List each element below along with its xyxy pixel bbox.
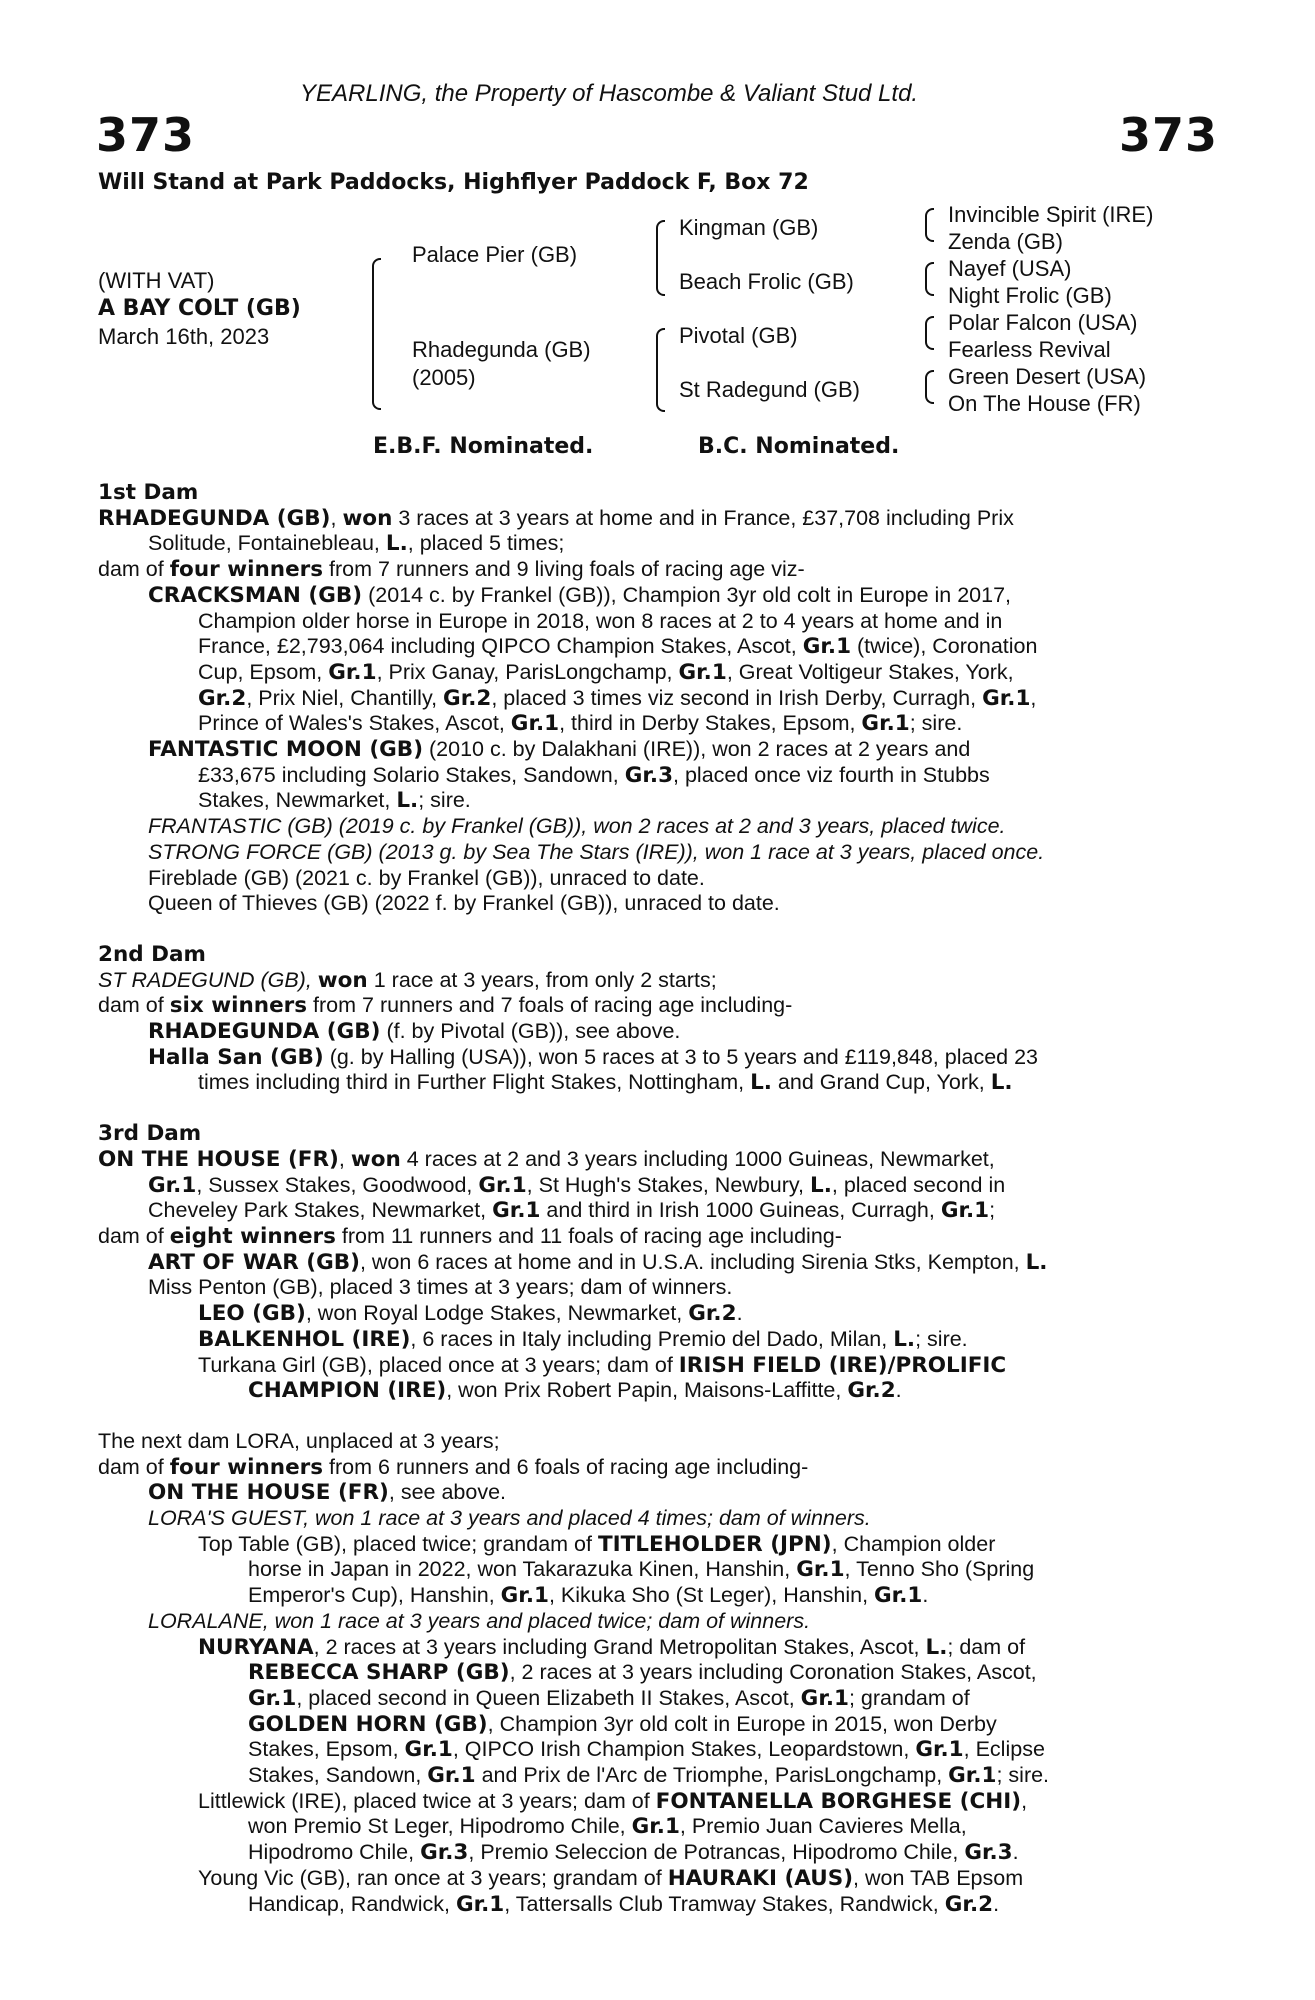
emphasis-text: L. <box>396 788 419 814</box>
emphasis-text: Gr.1 <box>800 1685 849 1711</box>
emphasis-text: Gr.1 <box>940 1198 990 1224</box>
dam1-progeny-line <box>98 891 1208 917</box>
text-run: won Premio St Leger, Hipodromo Chile, <box>248 1814 632 1839</box>
text-run: ; <box>989 1198 996 1223</box>
pedigree-bracket-g34 <box>925 262 934 296</box>
emphasis-text: RHADEGUNDA (GB) <box>98 505 331 531</box>
emphasis-text: Gr.1 <box>861 711 910 737</box>
text-run: , St Hugh's Stakes, Newbury, <box>526 1172 810 1197</box>
next-progeny-line <box>98 1712 1208 1738</box>
dam3-line <box>98 1147 1208 1173</box>
dam3-line <box>98 1198 1208 1224</box>
text-run: , Premio Seleccion de Potrancas, Hipodromo Chile, <box>468 1840 965 1865</box>
emphasis-text: Gr.1 <box>148 1172 197 1198</box>
text-run: Turkana Girl (GB), placed once at 3 years; dam of <box>198 1352 679 1377</box>
text-run: (twice), Coronation <box>851 634 1038 659</box>
text-run: , Prix Niel, Chantilly, <box>246 685 444 710</box>
dam3-progeny-line <box>98 1353 1208 1379</box>
dam3-progeny-line <box>98 1378 1208 1404</box>
text-run: Prince of Wales's Stakes, Ascot, <box>198 711 511 736</box>
text-run: Stakes, Sandown, <box>248 1763 428 1788</box>
dam1-heading: 1st Dam <box>98 480 199 505</box>
emphasis-text: NURYANA <box>198 1634 314 1660</box>
text-run: from 6 runners and 6 foals of racing age including- <box>323 1454 809 1479</box>
text-run: (g. by Halling (USA)), won 5 races at 3 to 5 years and £119,848, placed 23 <box>323 1044 1038 1069</box>
emphasis-text: L. <box>893 1326 916 1352</box>
text-run: , won TAB Epsom <box>853 1865 1024 1890</box>
text-run: , Tenno Sho (Spring <box>844 1557 1035 1582</box>
text-run: (2010 c. by Dalakhani (IRE)), won 2 races at 2 years and <box>423 737 971 762</box>
text-run: ; sire. <box>418 788 471 813</box>
text-run: from 11 runners and 11 foals of racing age including- <box>335 1223 842 1248</box>
next-progeny-line <box>98 1840 1208 1866</box>
text-run: Cup, Epsom, <box>198 659 329 684</box>
text-run: (f. by Pivotal (GB)), see above. <box>380 1019 681 1044</box>
pedigree-g7: Green Desert (USA) <box>948 364 1147 389</box>
dam3-progeny-line <box>98 1301 1208 1327</box>
emphasis-text: Gr.1 <box>802 634 852 660</box>
text-run: The next dam LORA, unplaced at 3 years; <box>98 1428 500 1453</box>
emphasis-text: won <box>350 1146 401 1172</box>
text-run: (2013 g. by Sea The Stars (IRE)), won 1 race at 3 years, placed once. <box>372 839 1045 864</box>
text-run: , Great Voltigeur Stakes, York, <box>726 659 1014 684</box>
text-run: , won 1 race at 3 years and placed twice; dam of winners. <box>262 1608 811 1633</box>
emphasis-text: Gr.1 <box>948 1763 997 1789</box>
text-run: . <box>895 1378 902 1403</box>
emphasis-text: Gr.2 <box>198 685 247 711</box>
emphasis-text: Gr.1 <box>478 1172 527 1198</box>
text-run: , Eclipse <box>963 1737 1045 1762</box>
text-run: times including third in Further Flight Stakes, Nottingham, <box>198 1070 751 1095</box>
emphasis-text: Gr.2 <box>688 1301 737 1327</box>
dam3-progeny-line <box>98 1275 1208 1301</box>
text-run: Young Vic (GB), ran once at 3 years; grandam of <box>198 1865 668 1890</box>
pedigree-g8: On The House (FR) <box>948 391 1141 416</box>
text-run: , placed once viz fourth in Stubbs <box>673 762 990 787</box>
text-run: ; sire. <box>915 1326 968 1351</box>
dam1-progeny-line <box>98 788 1208 814</box>
next-progeny-line <box>98 1763 1208 1789</box>
text-run: , won Royal Lodge Stakes, Newmarket, <box>305 1301 689 1326</box>
emphasis-text: FONTANELLA BORGHESE (CHI) <box>655 1788 1022 1814</box>
text-run: . <box>922 1583 929 1608</box>
text-run: ST RADEGUND (GB) <box>98 967 306 992</box>
emphasis-text: BALKENHOL (IRE) <box>198 1326 411 1352</box>
text-run: , Sussex Stakes, Goodwood, <box>196 1172 479 1197</box>
next-progeny-line <box>98 1532 1208 1558</box>
emphasis-text: Gr.1 <box>455 1891 505 1917</box>
text-run: Top Table (GB), placed twice; grandam of <box>198 1531 598 1556</box>
emphasis-text: ART OF WAR (GB) <box>148 1249 360 1275</box>
text-run: from 7 runners and 9 living foals of racing age viz- <box>323 557 805 582</box>
emphasis-text: IRISH FIELD (IRE)/PROLIFIC <box>678 1352 1007 1378</box>
text-run: and Prix de l'Arc de Triomphe, ParisLongchamp, <box>475 1763 949 1788</box>
dam3-heading: 3rd Dam <box>98 1121 202 1147</box>
dam1-progeny-line <box>98 840 1208 866</box>
dam1-progeny-line <box>98 634 1208 660</box>
pedigree-bracket-g12 <box>925 208 934 242</box>
stand-location: Will Stand at Park Paddocks, Highflyer Paddock F, Box 72 <box>98 170 809 195</box>
dam2-progeny-line <box>98 1019 1208 1045</box>
emphasis-text: L. <box>750 1070 772 1096</box>
text-run: , Champion 3yr old colt in Europe in 2015, won Derby <box>487 1711 997 1736</box>
text-run: Fireblade (GB) (2021 c. by Frankel (GB)), unraced to date. <box>148 865 705 890</box>
emphasis-text: CRACKSMAN (GB) <box>148 582 363 608</box>
next-dam-line <box>98 1455 1208 1481</box>
text-run: £33,675 including Solario Stakes, Sandown, <box>198 762 625 787</box>
bc-nomination: B.C. Nominated. <box>698 434 900 459</box>
emphasis-text: six winners <box>169 993 308 1019</box>
text-run: and third in Irish 1000 Guineas, Curragh, <box>540 1198 941 1223</box>
text-run: , QIPCO Irish Champion Stakes, Leopardstown, <box>452 1737 916 1762</box>
text-run: 1 race at 3 years, from only 2 starts; <box>367 967 717 992</box>
next-progeny-line <box>98 1737 1208 1763</box>
emphasis-text: REBECCA SHARP (GB) <box>248 1660 510 1686</box>
emphasis-text: Gr.1 <box>248 1685 297 1711</box>
dam3-line <box>98 1224 1208 1250</box>
text-run: dam of <box>98 993 170 1018</box>
text-run: Champion older horse in Europe in 2018, won 8 races at 2 to 4 years at home and in <box>198 608 1003 633</box>
dam2-heading: 2nd Dam <box>98 941 206 967</box>
text-run: , placed second in Queen Elizabeth II Stakes, Ascot, <box>296 1685 801 1710</box>
next-progeny-line <box>98 1506 1208 1532</box>
text-run: dam of <box>98 1223 170 1248</box>
emphasis-text: Gr.1 <box>427 1763 476 1789</box>
text-run: , <box>330 505 343 530</box>
text-run: (2014 c. by Frankel (GB)), Champion 3yr old colt in Europe in 2017, <box>362 582 1012 607</box>
text-run: 3 races at 3 years at home and in France, £37,708 including Prix <box>392 505 1014 530</box>
lot-number-right: 373 <box>1118 108 1218 162</box>
next-progeny-line <box>98 1635 1208 1661</box>
text-run: Miss Penton (GB), placed 3 times at 3 years; dam of winners. <box>148 1275 733 1300</box>
text-run: , 2 races at 3 years including Coronation Stakes, Ascot, <box>509 1660 1037 1685</box>
text-run: , Prix Ganay, ParisLongchamp, <box>376 659 679 684</box>
emphasis-text: Gr.1 <box>492 1198 541 1224</box>
pedigree-g5: Polar Falcon (USA) <box>948 310 1138 335</box>
text-run: , Champion older <box>831 1531 996 1556</box>
text-run: , third in Derby Stakes, Epsom, <box>559 711 862 736</box>
pedigree-dam-year: (2005) <box>412 365 476 390</box>
emphasis-text: four winners <box>169 1454 324 1480</box>
catalogue-subtitle: YEARLING, the Property of Hascombe & Valiant Stud Ltd. <box>300 80 919 107</box>
dam1-progeny-line <box>98 686 1208 712</box>
pedigree-g2: Zenda (GB) <box>948 229 1063 254</box>
foaling-date: March 16th, 2023 <box>98 324 270 349</box>
next-progeny-line <box>98 1557 1208 1583</box>
pedigree-g4: Night Frolic (GB) <box>948 283 1112 308</box>
text-run: , Premio Juan Cavieres Mella, <box>679 1814 967 1839</box>
dam1-progeny-line <box>98 814 1208 840</box>
text-run: and Grand Cup, York, <box>771 1070 991 1095</box>
next-progeny-line <box>98 1480 1208 1506</box>
text-run: ; grandam of <box>848 1685 970 1710</box>
text-run: Littlewick (IRE), placed twice at 3 years; dam of <box>198 1788 656 1813</box>
text-run: , 2 races at 3 years including Grand Metropolitan Stakes, Ascot, <box>313 1634 926 1659</box>
emphasis-text: won <box>317 967 368 993</box>
emphasis-text: Gr.1 <box>874 1583 923 1609</box>
text-run: , Tattersalls Club Tramway Stakes, Randwick, <box>504 1891 945 1916</box>
text-run: Handicap, Randwick, <box>248 1891 456 1916</box>
text-run: Hipodromo Chile, <box>248 1840 421 1865</box>
emphasis-text: Gr.1 <box>631 1814 680 1840</box>
pedigree-bracket-dam <box>656 328 665 412</box>
text-run: , Kikuka Sho (St Leger), Hanshin, <box>548 1583 875 1608</box>
dam2-line <box>98 968 1208 994</box>
text-run: STRONG FORCE (GB) <box>148 839 373 864</box>
emphasis-text: FANTASTIC MOON (GB) <box>148 737 424 763</box>
text-run: Stakes, Epsom, <box>248 1737 405 1762</box>
dam1-progeny-line <box>98 763 1208 789</box>
emphasis-text: Gr.1 <box>796 1557 845 1583</box>
text-run: , see above. <box>388 1480 507 1505</box>
dam3-progeny-line <box>98 1327 1208 1353</box>
pedigree-dam-dam: St Radegund (GB) <box>679 377 860 402</box>
dam1-line <box>98 531 1208 557</box>
text-run: , <box>1030 685 1037 710</box>
text-run: , <box>1021 1788 1028 1813</box>
emphasis-text: Gr.1 <box>328 659 377 685</box>
next-progeny-line <box>98 1660 1208 1686</box>
emphasis-text: Gr.1 <box>510 711 560 737</box>
dam1-progeny-line <box>98 583 1208 609</box>
ebf-nomination: E.B.F. Nominated. <box>373 434 594 459</box>
text-run: LORALANE <box>148 1608 263 1633</box>
text-run: FRANTASTIC (GB) <box>148 814 333 839</box>
dam3-line <box>98 1173 1208 1199</box>
emphasis-text: Gr.1 <box>500 1583 549 1609</box>
next-dam-line <box>98 1429 1208 1455</box>
emphasis-text: Gr.2 <box>443 685 492 711</box>
text-run: France, £2,793,064 including QIPCO Champion Stakes, Ascot, <box>198 634 803 659</box>
dam1-progeny-line <box>98 660 1208 686</box>
text-run: dam of <box>98 1454 170 1479</box>
pedigree-bracket-main <box>372 258 381 410</box>
text-run: , placed 3 times viz second in Irish Derby, Curragh, <box>491 685 983 710</box>
next-progeny-line <box>98 1609 1208 1635</box>
text-run: Cheveley Park Stakes, Newmarket, <box>148 1198 493 1223</box>
text-run: ; sire. <box>909 711 963 736</box>
emphasis-text: GOLDEN HORN (GB) <box>248 1711 488 1737</box>
text-run: , won Prix Robert Papin, Maisons-Laffitte, <box>446 1378 848 1403</box>
pedigree-sire: Palace Pier (GB) <box>412 242 578 267</box>
dam2-line <box>98 993 1208 1019</box>
emphasis-text: TITLEHOLDER (JPN) <box>597 1531 832 1557</box>
next-progeny-line <box>98 1789 1208 1815</box>
emphasis-text: Gr.1 <box>678 659 727 685</box>
text-run: , won 6 races at home and in U.S.A. including Sirenia Stks, Kempton, <box>359 1249 1026 1274</box>
emphasis-text: eight winners <box>169 1223 336 1249</box>
emphasis-text: Gr.2 <box>944 1891 994 1917</box>
emphasis-text: L. <box>810 1172 832 1198</box>
text-run: , placed second in <box>831 1172 1006 1197</box>
pedigree-dam-sire: Pivotal (GB) <box>679 323 798 348</box>
text-run: . <box>736 1301 743 1326</box>
emphasis-text: Gr.1 <box>982 685 1031 711</box>
emphasis-text: ON THE HOUSE (FR) <box>148 1480 389 1506</box>
text-run: Emperor's Cup), Hanshin, <box>248 1583 501 1608</box>
emphasis-text: CHAMPION (IRE) <box>248 1378 447 1404</box>
text-run: dam of <box>98 557 170 582</box>
pedigree-g3: Nayef (USA) <box>948 256 1072 281</box>
pedigree-dam: Rhadegunda (GB) <box>412 337 591 362</box>
dam1-line <box>98 557 1208 583</box>
emphasis-text: Gr.1 <box>915 1737 964 1763</box>
emphasis-text: L. <box>925 1634 948 1660</box>
text-run: (2019 c. by Frankel (GB)), won 2 races at 2 and 3 years, placed twice. <box>332 814 1006 839</box>
pedigree-g6: Fearless Revival <box>948 337 1111 362</box>
dam2-progeny-line <box>98 1070 1208 1096</box>
dam1-progeny-line <box>98 737 1208 763</box>
text-run: 4 races at 2 and 3 years including 1000 Guineas, Newmarket, <box>400 1146 995 1171</box>
emphasis-text: L. <box>1025 1249 1048 1275</box>
text-run: . <box>1012 1840 1019 1865</box>
emphasis-text: won <box>342 505 393 531</box>
text-run: , 6 races in Italy including Premio del Dado, Milan, <box>410 1326 894 1351</box>
dam2-progeny-line <box>98 1045 1208 1071</box>
dam1-progeny-line <box>98 866 1208 892</box>
next-progeny-line <box>98 1892 1208 1918</box>
text-run: ; sire. <box>996 1763 1050 1788</box>
emphasis-text: HAURAKI (AUS) <box>667 1865 854 1891</box>
catalogue-body <box>98 480 1208 1917</box>
text-run: Queen of Thieves (GB) (2022 f. by Frankel (GB)), unraced to date. <box>148 891 780 916</box>
pedigree-bracket-g78 <box>925 370 934 404</box>
emphasis-text: Gr.1 <box>404 1737 453 1763</box>
pedigree-g1: Invincible Spirit (IRE) <box>948 202 1154 227</box>
next-progeny-line <box>98 1583 1208 1609</box>
vat-label: (WITH VAT) <box>98 268 215 293</box>
horse-name: A BAY COLT (GB) <box>98 296 301 321</box>
text-run: ; dam of <box>947 1634 1026 1659</box>
text-run: , placed 5 times; <box>407 531 565 556</box>
text-run: . <box>993 1891 1000 1916</box>
emphasis-text: Gr.3 <box>624 762 674 788</box>
dam3-progeny-line <box>98 1250 1208 1276</box>
dam1-progeny-line <box>98 711 1208 737</box>
emphasis-text: Halla San (GB) <box>148 1044 324 1070</box>
text-run: , <box>338 1146 351 1171</box>
dam1-line <box>98 506 1208 532</box>
text-run: from 7 runners and 7 foals of racing age including- <box>307 993 793 1018</box>
text-run: Stakes, Newmarket, <box>198 788 397 813</box>
text-run: , <box>305 967 318 992</box>
emphasis-text: L. <box>385 531 408 557</box>
pedigree-bracket-sire <box>656 220 665 296</box>
emphasis-text: RHADEGUNDA (GB) <box>148 1019 381 1045</box>
dam1-progeny-line <box>98 609 1208 635</box>
text-run: LORA'S GUEST <box>148 1506 304 1531</box>
text-run: Solitude, Fontainebleau, <box>148 531 386 556</box>
emphasis-text: four winners <box>169 557 324 583</box>
pedigree-sire-sire: Kingman (GB) <box>679 215 819 240</box>
next-progeny-line <box>98 1866 1208 1892</box>
lot-number-left: 373 <box>96 108 196 162</box>
pedigree-sire-dam: Beach Frolic (GB) <box>679 269 854 294</box>
emphasis-text: L. <box>990 1070 1013 1096</box>
pedigree-bracket-g56 <box>925 316 934 350</box>
emphasis-text: ON THE HOUSE (FR) <box>98 1146 339 1172</box>
emphasis-text: Gr.3 <box>420 1840 469 1866</box>
emphasis-text: LEO (GB) <box>198 1301 306 1327</box>
text-run: , won 1 race at 3 years and placed 4 times; dam of winners. <box>303 1506 871 1531</box>
next-progeny-line <box>98 1814 1208 1840</box>
text-run: horse in Japan in 2022, won Takarazuka Kinen, Hanshin, <box>248 1557 797 1582</box>
emphasis-text: Gr.3 <box>964 1840 1013 1866</box>
emphasis-text: Gr.2 <box>847 1378 896 1404</box>
next-progeny-line <box>98 1686 1208 1712</box>
